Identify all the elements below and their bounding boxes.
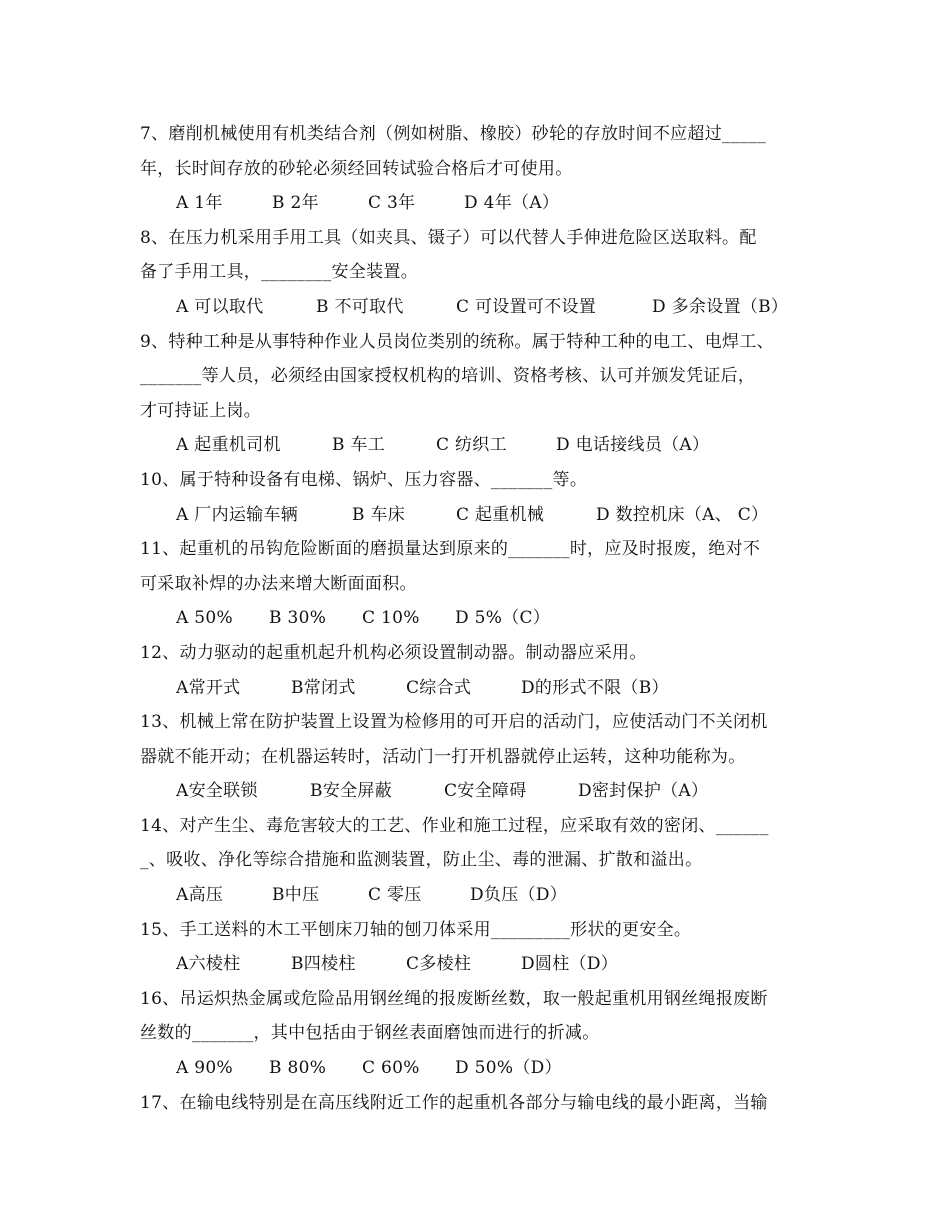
question-7-line-1: 7、磨削机械使用有机类结合剂（例如树脂、橡胶）砂轮的存放时间不应超过_____ (140, 124, 767, 144)
option-c: C 纺织工 (436, 435, 507, 456)
question-10-line-1: 10、属于特种设备有电梯、锅炉、压力容器、_______等。 (140, 469, 588, 490)
question-14-line-2: _、吸收、净化等综合措施和监测装置，防止尘、毒的泄漏、扩散和溢出。 (140, 850, 703, 871)
option-a: A六棱柱 (176, 954, 241, 975)
option-d: D 50%（D） (455, 1058, 562, 1079)
option-d: D圆柱（D） (521, 954, 619, 975)
question-13-line-2: 器就不能开动；在机器运转时，活动门一打开机器就停止运转，这种功能称为。 (140, 746, 746, 767)
option-a: A 90% (176, 1058, 233, 1079)
option-d: D 4年（A） (464, 193, 560, 214)
option-a: A高压 (176, 885, 224, 906)
option-d: D 数控机床（A、 C） (596, 504, 769, 525)
question-13-line-1: 13、机械上常在防护装置上设置为检修用的可开启的活动门，应使活动门不关闭机 (140, 712, 768, 733)
question-15-line-1: 15、手工送料的木工平刨床刀轴的刨刀体采用_________形状的更安全。 (140, 919, 692, 940)
option-c: C 可设置可不设置 (456, 296, 597, 317)
option-c: C多棱柱 (406, 954, 472, 975)
option-b: B 车工 (332, 435, 386, 456)
option-b: B常闭式 (291, 677, 356, 698)
option-d: D 电话接线员（A） (556, 435, 710, 456)
option-b: B 80% (269, 1058, 327, 1079)
question-16-options (140, 1051, 830, 1086)
option-b: B 2年 (272, 193, 319, 214)
question-11-line-1: 11、起重机的吊钩危险断面的磨损量达到原来的_______时，应及时报废，绝对不 (140, 539, 761, 560)
question-14-line-1: 14、对产生尘、毒危害较大的工艺、作业和施工过程，应采取有效的密闭、______ (140, 815, 769, 836)
option-c: C 3年 (368, 193, 416, 214)
option-b: B四棱柱 (291, 954, 356, 975)
option-b: B 30% (269, 608, 327, 629)
option-a: A 1年 (176, 193, 223, 214)
option-a: A安全联锁 (176, 781, 258, 802)
option-c: C综合式 (406, 677, 472, 698)
question-9-line-1: 9、特种工种是从事特种作业人员岗位类别的统称。属于特种工种的电工、电焊工、 (140, 331, 774, 352)
option-c: C 10% (362, 608, 420, 629)
question-9-line-3: 才可持证上岗。 (140, 400, 262, 421)
question-7-line-2: 年，长时间存放的砂轮必须经回转试验合格后才可使用。 (140, 158, 573, 179)
question-8-line-1: 8、在压力机采用手用工具（如夹具、镊子）可以代替人手伸进危险区送取料。配 (140, 227, 757, 248)
question-12-line-1: 12、动力驱动的起重机起升机构必须设置制动器。制动器应采用。 (140, 642, 647, 663)
question-11-line-2: 可采取补焊的办法来增大断面面积。 (140, 573, 417, 594)
option-d: D 5%（C） (455, 608, 551, 629)
option-b: B安全屏蔽 (310, 781, 392, 802)
option-a: A 50% (176, 608, 233, 629)
question-8-line-2: 备了手用工具，________安全装置。 (140, 262, 418, 283)
option-d: D负压（D） (470, 885, 568, 906)
option-a: A常开式 (176, 677, 241, 698)
question-list (140, 117, 830, 1120)
question-17-line-1: 17、在输电线特别是在高压线附近工作的起重机各部分与输电线的最小距离，当输 (140, 1092, 768, 1113)
option-b: B 不可取代 (316, 296, 404, 317)
question-16-line-1: 16、吊运炽热金属或危险品用钢丝绳的报废断丝数，取一般起重机用钢丝绳报废断 (140, 988, 768, 1009)
option-d: D 多余设置（B） (652, 296, 789, 317)
option-b: B中压 (272, 885, 320, 906)
question-7-options (140, 186, 830, 221)
question-8-options (140, 290, 830, 325)
option-c: C安全障碍 (444, 781, 527, 802)
option-a: A 起重机司机 (176, 435, 281, 456)
option-a: A 厂内运输车辆 (176, 504, 299, 525)
question-15-options (140, 947, 830, 982)
question-11-options (140, 601, 830, 636)
option-b: B 车床 (352, 504, 406, 525)
question-14-options (140, 878, 830, 913)
option-c: C 60% (362, 1058, 420, 1079)
option-a: A 可以取代 (176, 296, 264, 317)
question-13-options (140, 774, 830, 809)
option-d: D密封保护（A） (578, 781, 709, 802)
option-d: D的形式不限（B） (521, 677, 669, 698)
question-12-options (140, 671, 830, 706)
question-10-options (140, 498, 830, 533)
question-9-line-2: _______等人员，必须经由国家授权机构的培训、资格考核、认可并颁发凭证后， (140, 366, 756, 387)
option-c: C 起重机械 (456, 504, 545, 525)
question-9-options (140, 428, 830, 463)
question-16-line-2: 丝数的_______，其中包括由于钢丝表面磨蚀而进行的折减。 (140, 1023, 600, 1044)
option-c: C 零压 (368, 885, 422, 906)
